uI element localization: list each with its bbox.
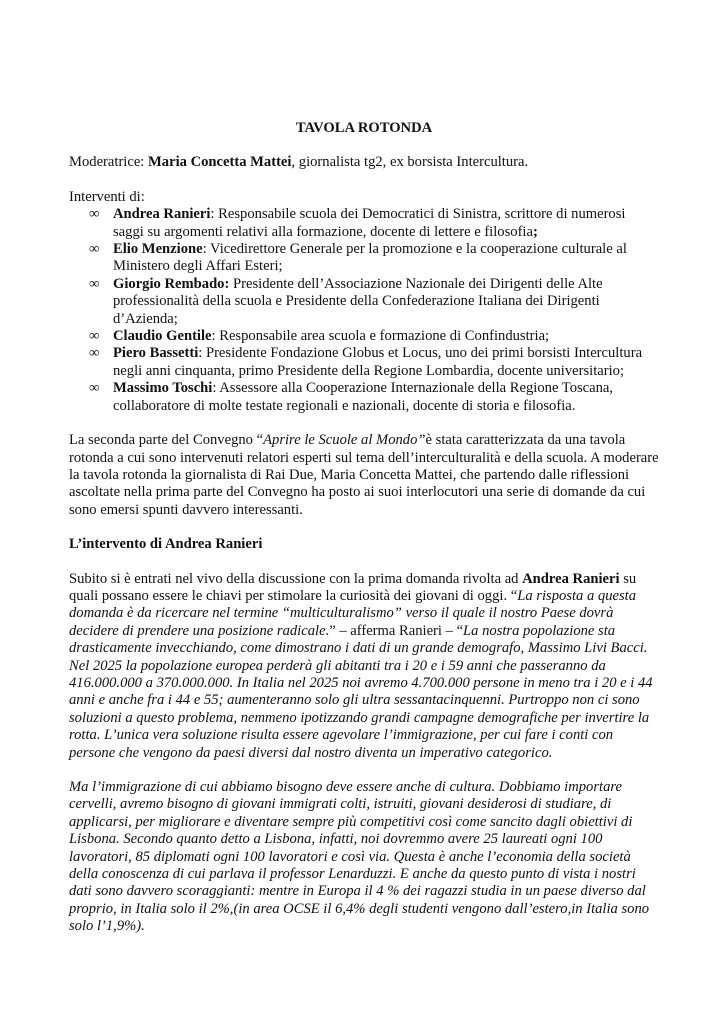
para1-quote-1: La risposta a questa domanda è da ricercare nel termine “multiculturalismo” verso il quale il nostro Paese dovrà decidere di prendere una posizione radicale <box>69 587 637 639</box>
speaker-item <box>69 276 659 328</box>
speaker-desc: Assessore alla Cooperazione Internazionale della Regione Toscana, collaboratore di molte testate regionali e nazionali, docente di storia e filosofia. <box>113 380 614 414</box>
speaker-desc: Presidente Fondazione Globus et Locus, uno dei primi borsisti Intercultura negli anni cinquanta, primo Presidente della Regione Lombardia, docente universitario; <box>113 345 643 379</box>
infinity-bullet-icon: ∞ <box>89 345 100 362</box>
infinity-bullet-icon: ∞ <box>89 380 100 397</box>
speaker-name: Giorgio Rembado: <box>113 275 230 292</box>
document-body <box>69 120 659 953</box>
moderator-label: Moderatrice: <box>69 154 149 171</box>
speaker-desc: Responsabile area scuola e formazione di Confindustria; <box>219 328 550 345</box>
para1-text-a: Subito si è entrati nel vivo della discussione con la prima domanda rivolta ad <box>69 570 523 587</box>
document-title: TAVOLA ROTONDA <box>295 120 433 136</box>
interventi-label: Interventi di: <box>69 188 145 205</box>
speaker-sep: : <box>211 328 220 345</box>
speaker-name: Piero Bassetti <box>113 345 199 362</box>
moderator-desc: , giornalista tg2, ex borsista Intercultura. <box>291 154 529 171</box>
speaker-desc: Responsabile scuola dei Democratici di Sinistra, scrittore di numerosi saggi su argomenti relativi alla formazione, docente di lettere e filosofia <box>113 206 626 240</box>
convegno-title: Aprire le Scuole al Mondo” <box>263 432 426 449</box>
speaker-sep: : <box>202 241 211 258</box>
spacer <box>69 172 659 189</box>
intro-text-b: è stata caratterizzata da una tavola rotonda a cui sono intervenuti relatori esperti sul tema dell’interculturalità e della scuola. A moderare la tavola rotonda la giornalista di Rai Due, Maria Concetta Mattei, che partendo dalle riflessioni ascoltate nella prima parte del Convegno ha posto ai suoi interlocutori una serie di domande da cui sono emersi spunti davvero interessanti. <box>69 432 659 518</box>
section-heading: L’intervento di Andrea Ranieri <box>69 536 263 553</box>
speaker-sep: : <box>212 380 220 397</box>
para1-text-c: .” – afferma Ranieri – “ <box>325 622 464 639</box>
infinity-bullet-icon: ∞ <box>89 206 100 223</box>
spacer <box>69 415 659 432</box>
speaker-name: Andrea Ranieri <box>113 206 211 223</box>
speaker-item <box>69 328 659 345</box>
speaker-item <box>69 206 659 241</box>
para1-quote-2: La nostra popolazione sta drasticamente invecchiando, come dimostrano i dati di un grande demografo, Massimo Livi Bacci. Nel 2025 la popolazione europea perderà gli abitanti tra i 20 e i 59 anni che passeranno da 416.000.000 a 370.000.000. In Italia nel 2025 noi avremo 4.700.000 persone in meno tra i 20 e i 44 anni e anche fra i 44 e 55; aumenteranno solo gli ultra sessantacinquenni. Purtroppo non ci sono soluzioni a questo problema, nemmeno ipotizzando grandi campagne demografiche per invertire la rotta. L’unica vera soluzione risulta essere agevolare l’immigrazione, per cui fare i conti con persone che vengono da paesi diversi dal nostro diventa un imperativo categorico. <box>69 622 653 761</box>
paragraph-1 <box>69 571 659 762</box>
speaker-name: Massimo Toschi <box>113 380 213 397</box>
paragraph-2: Ma l’immigrazione di cui abbiamo bisogno deve essere anche di cultura. Dobbiamo importare cervelli, avremo bisogno di giovani immigrati colti, istruiti, giovani desiderosi di studiare, di applicarsi, per migliorare e diventare sempre più competitivi così come sancito dagli obiettivi di Lisbona. Secondo quanto detto a Lisbona, infatti, noi dovremmo avere 25 laureati ogni 100 lavoratori, 85 diplomati ogni 100 lavoratori e così via. Questa è anche l’economia della società della conoscenza di cui parlava il professor Lenarduzzi. E anche da questo punto di vista i nostri dati sono davvero scoraggianti: mentre in Europa il 4 % dei ragazzi studia in un paese diverso dal proprio, in Italia solo il 2%,(in area OCSE il 6,4% degli studenti vengono dall’estero,in Italia sono solo l’1,9%). <box>69 779 650 935</box>
speaker-name: Claudio Gentile <box>113 328 212 345</box>
infinity-bullet-icon: ∞ <box>89 275 100 292</box>
para1-name: Andrea Ranieri <box>522 570 620 587</box>
moderator-name: Maria Concetta Mattei <box>148 154 292 171</box>
speakers-list <box>69 206 659 415</box>
infinity-bullet-icon: ∞ <box>89 328 100 345</box>
speaker-sep: : <box>198 345 206 362</box>
speaker-item <box>69 345 659 380</box>
speaker-desc: Presidente dell’Associazione Nazionale dei Dirigenti delle Alte professionalità della scuola e Presidente della Confederazione Italiana dei Dirigenti d’Azienda; <box>113 275 603 327</box>
speaker-item <box>69 241 659 276</box>
speaker-desc: Vicedirettore Generale per la promozione e la cooperazione culturale al Ministero degli Affari Esteri; <box>113 241 627 275</box>
infinity-bullet-icon: ∞ <box>89 241 100 258</box>
speaker-item <box>69 380 659 415</box>
para1-text-b: su quali possano essere le chiavi per stimolare la curiosità dei giovani di oggi. “ <box>69 570 637 604</box>
speaker-sep: : <box>210 206 219 223</box>
speaker-name: Elio Menzione <box>113 241 203 258</box>
intro-text-a: La seconda parte del Convegno “ <box>69 432 264 449</box>
speaker-trail: ; <box>532 223 538 240</box>
intro-paragraph <box>69 432 659 519</box>
moderator-line <box>69 154 659 171</box>
